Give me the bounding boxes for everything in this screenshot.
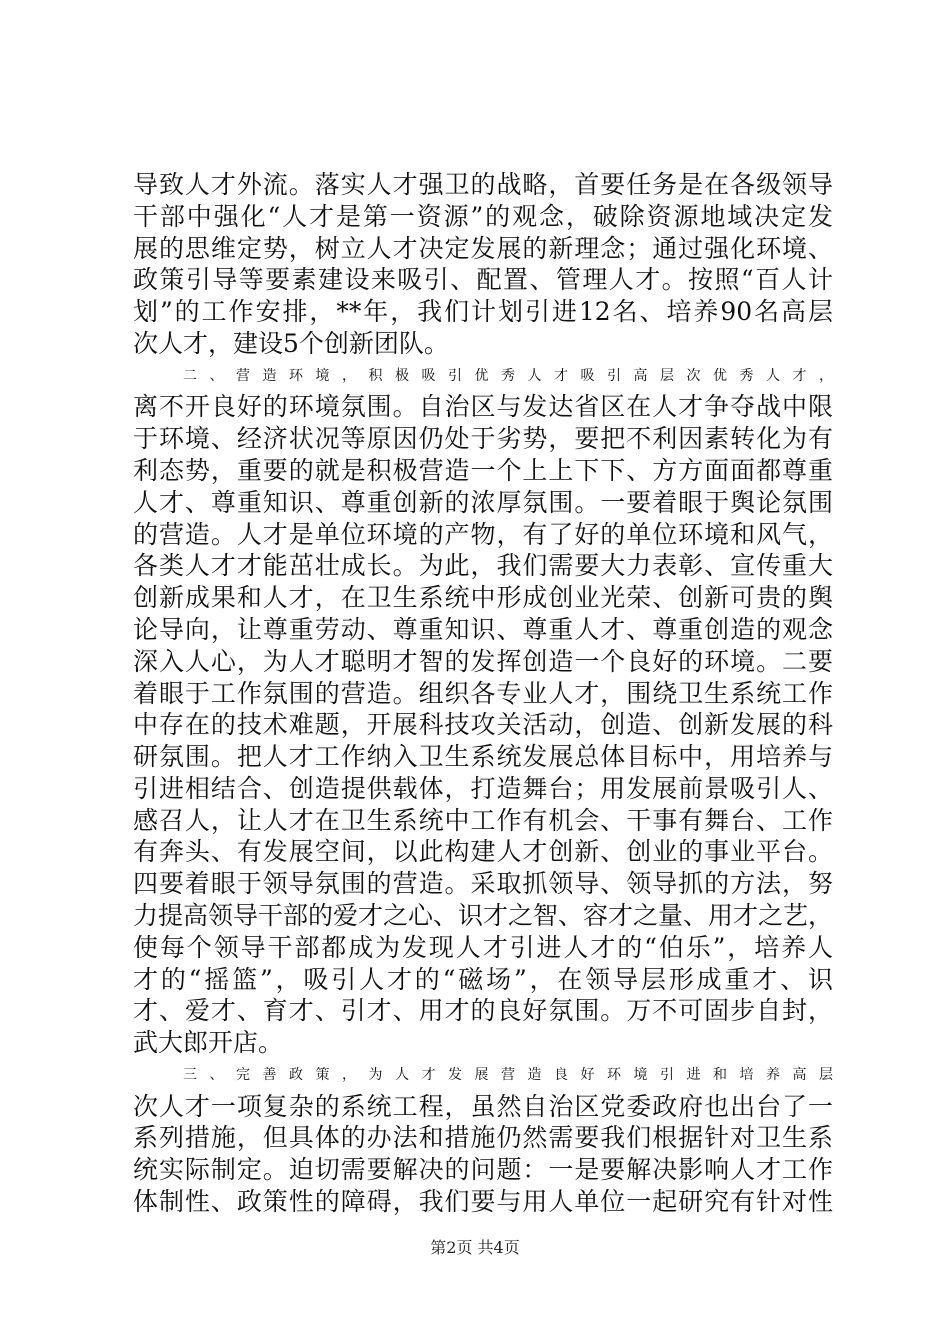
text-line: 引进相结合、创造提供载体，打造舞台；用发展前景吸引人、 <box>133 774 833 803</box>
text-line: 政策引导等要素建设来吸引、配置、管理人才。按照“百人计 <box>133 265 833 294</box>
text-line: 中存在的技术难题，开展科技攻关活动，创造、创新发展的科 <box>133 710 833 739</box>
text-line: 感召人，让人才在卫生系统中工作有机会、干事有舞台、工作 <box>133 806 833 835</box>
text-line: 次人才，建设5个创新团队。 <box>133 329 449 358</box>
text-line: 于环境、经济状况等原因仍处于劣势，要把不利因素转化为有 <box>133 424 833 453</box>
text-line: 人才、尊重知识、尊重创新的浓厚氛围。一要着眼于舆论氛围 <box>133 488 833 517</box>
text-line: 武大郎开店。 <box>133 1028 284 1057</box>
text-line: 导致人才外流。落实人才强卫的战略，首要任务是在各级领导 <box>133 170 833 199</box>
text-line: 利态势，重要的就是积极营造一个上上下下、方方面面都尊重 <box>133 456 833 485</box>
text-line: 干部中强化“人才是第一资源”的观念，破除资源地域决定发 <box>133 202 833 231</box>
text-line: 的营造。人才是单位环境的产物，有了好的单位环境和风气， <box>133 520 833 549</box>
text-line: 深入人心，为人才聪明才智的发挥创造一个良好的环境。二要 <box>133 647 833 676</box>
text-line: 才、爱才、育才、引才、用才的良好氛围。万不可固步自封， <box>133 996 833 1025</box>
section-heading-line: 三、完善政策，为人才发展营造良好环境引进和培养高层 <box>183 1067 833 1083</box>
text-line: 离不开良好的环境氛围。自治区与发达省区在人才争夺战中限 <box>133 392 833 421</box>
text-line: 有奔头、有发展空间，以此构建人才创新、创业的事业平台。 <box>133 837 833 866</box>
text-line: 统实际制定。迫切需要解决的问题：一是要解决影响人才工作 <box>133 1155 833 1184</box>
text-line: 各类人才才能茁壮成长。为此，我们需要大力表彰、宣传重大 <box>133 551 833 580</box>
text-line: 研氛围。把人才工作纳入卫生系统发展总体目标中，用培养与 <box>133 742 833 771</box>
text-line: 展的思维定势，树立人才决定发展的新理念；通过强化环境、 <box>133 234 833 263</box>
text-line: 体制性、政策性的障碍，我们要与用人单位一起研究有针对性 <box>133 1187 833 1216</box>
section-heading-line: 二、营造环境，积极吸引优秀人才吸引高层次优秀人才， <box>183 368 833 384</box>
text-line: 才的“摇篮”，吸引人才的“磁场”，在领导层形成重才、识 <box>133 965 833 994</box>
text-line: 力提高领导干部的爱才之心、识才之智、容才之量、用才之艺， <box>133 901 834 930</box>
text-line: 划”的工作安排，**年，我们计划引进12名、培养90名高层 <box>133 297 833 326</box>
text-line: 使每个领导干部都成为发现人才引进人才的“伯乐”，培养人 <box>133 933 833 962</box>
text-line: 系列措施，但具体的办法和措施仍然需要我们根据针对卫生系 <box>133 1123 833 1152</box>
page-footer: 第2页 共4页 <box>430 1238 520 1257</box>
text-line: 四要着眼于领导氛围的营造。采取抓领导、领导抓的方法，努 <box>133 869 833 898</box>
text-line: 论导向，让尊重劳动、尊重知识、尊重人才、尊重创造的观念 <box>133 615 833 644</box>
text-line: 创新成果和人才，在卫生系统中形成创业光荣、创新可贵的舆 <box>133 583 833 612</box>
text-line: 次人才一项复杂的系统工程，虽然自治区党委政府也出台了一 <box>133 1092 833 1121</box>
text-line: 着眼于工作氛围的营造。组织各专业人才，围绕卫生系统工作 <box>133 679 833 708</box>
